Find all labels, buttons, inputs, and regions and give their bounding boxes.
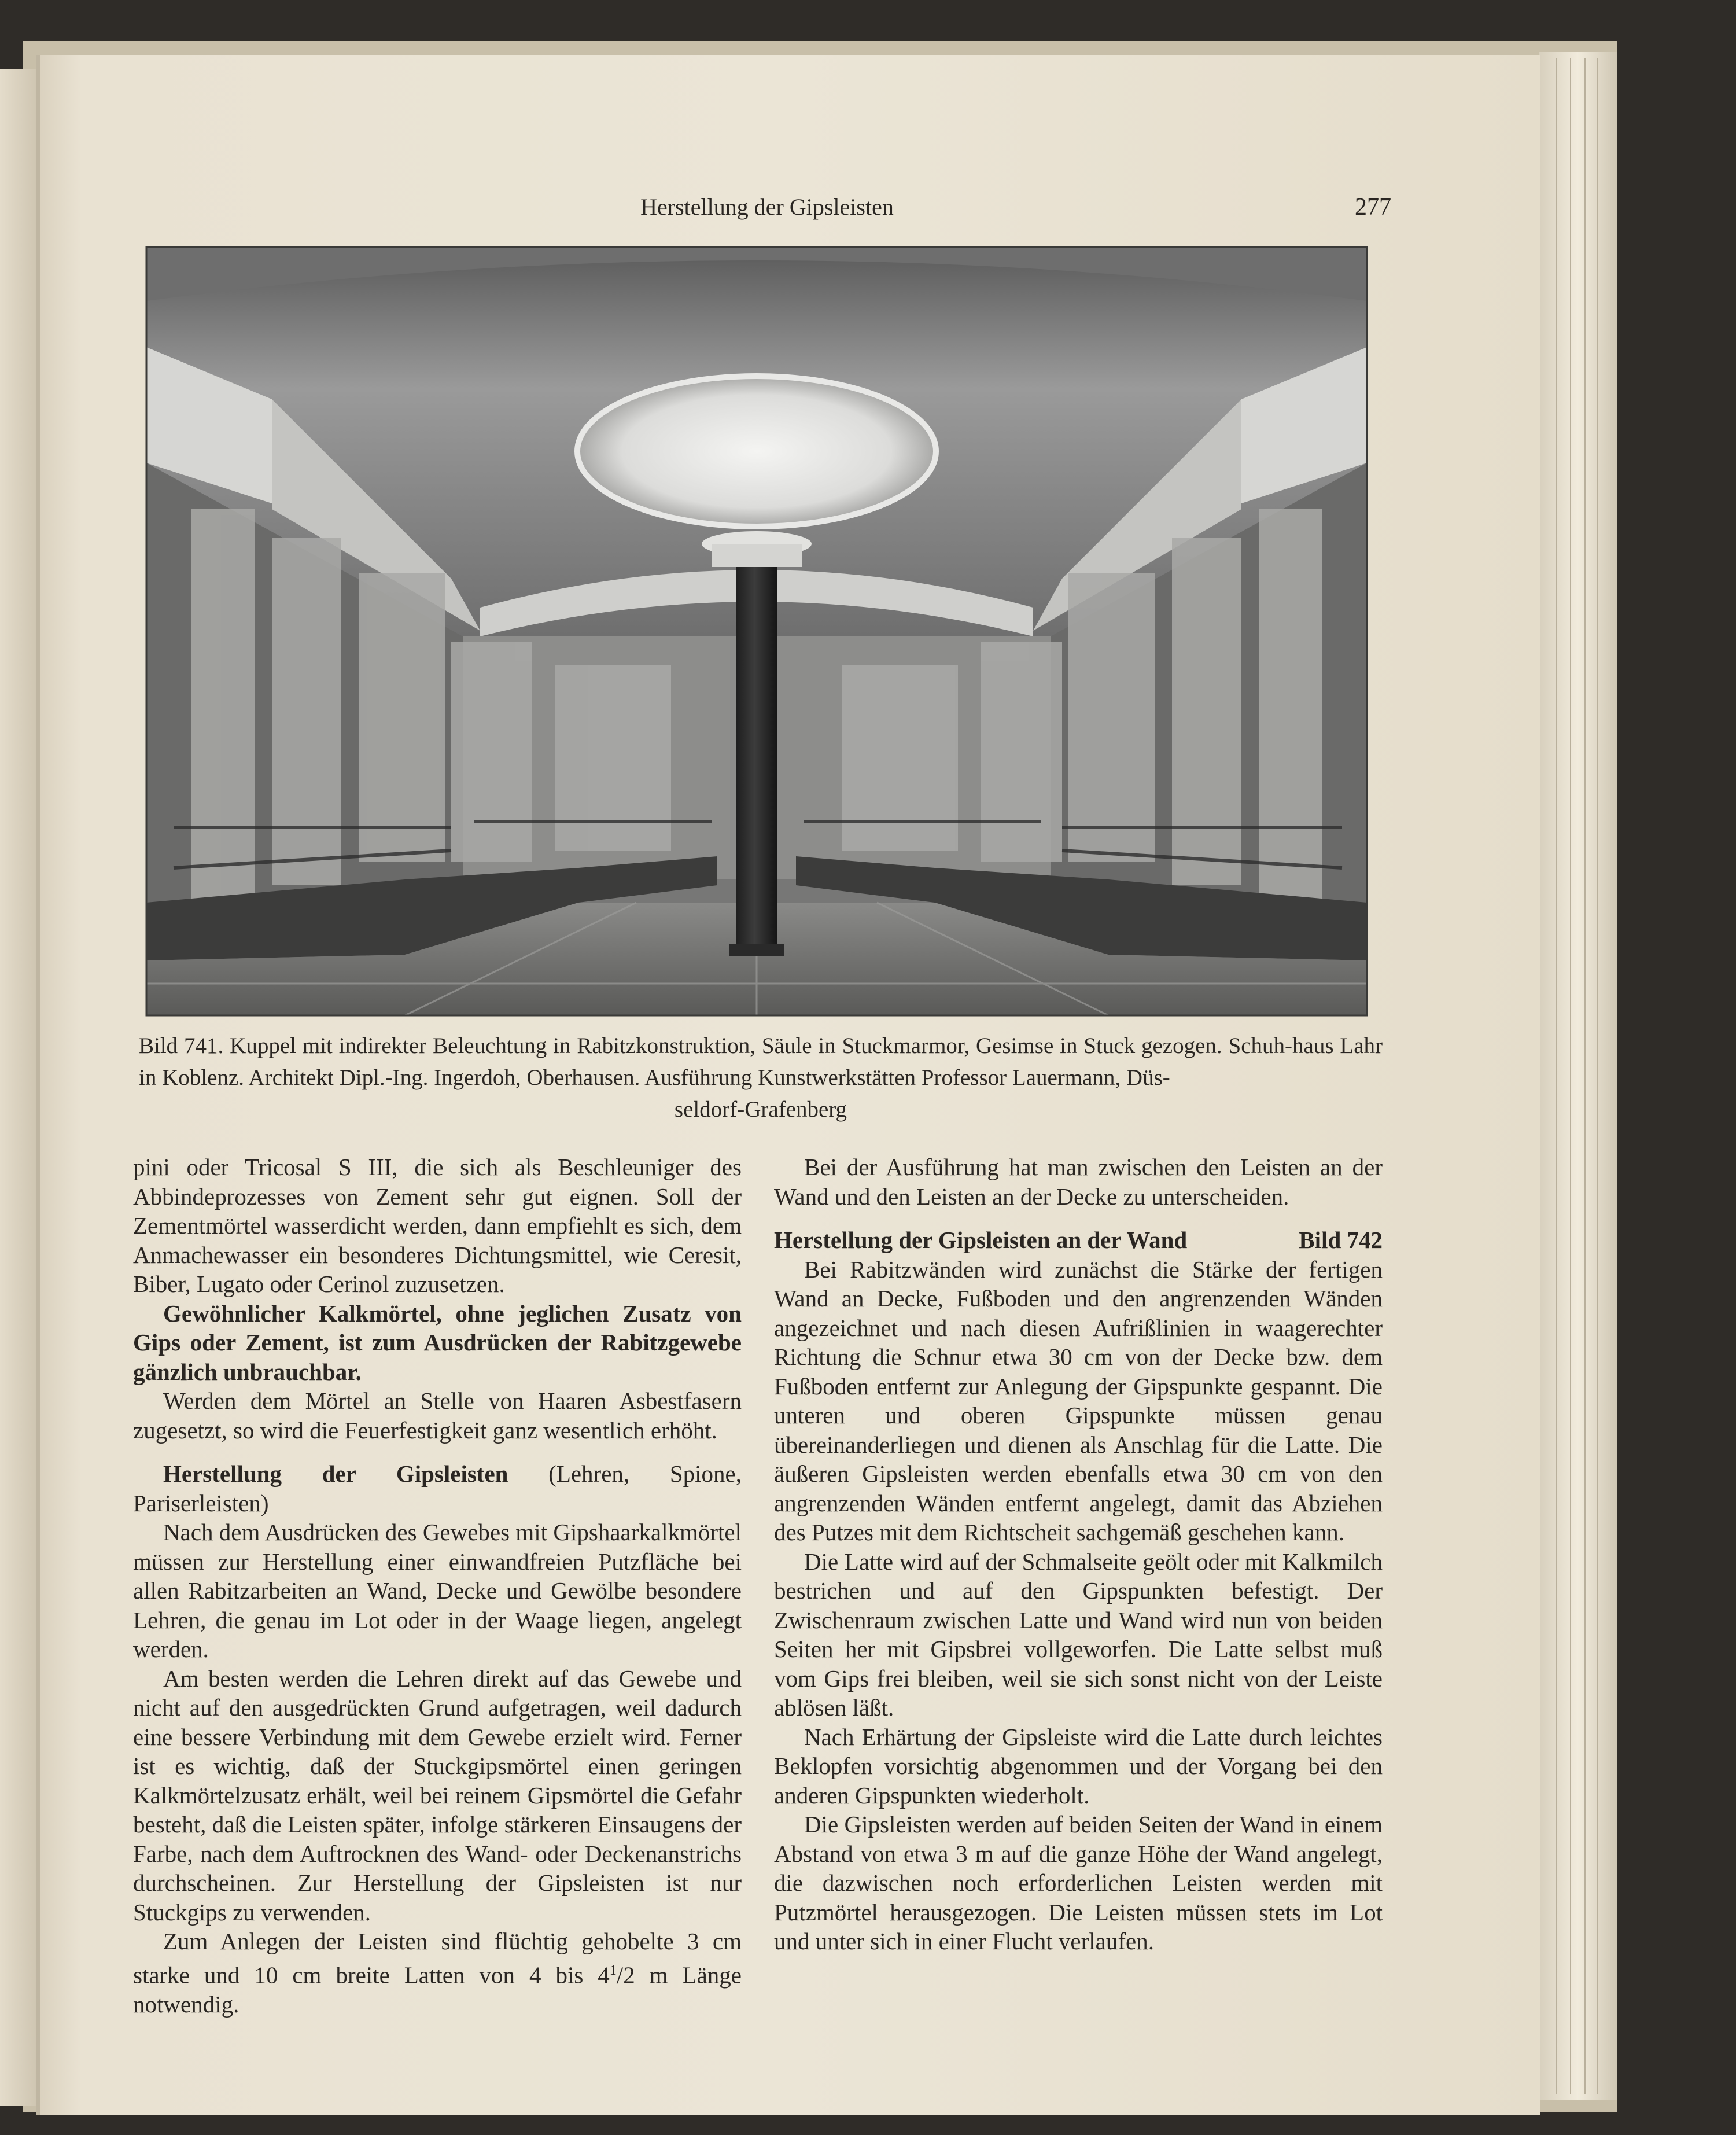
paragraph: Nach Erhärtung der Gipsleiste wird die Latte durch leichtes Beklopfen vorsichtig abgenommen und der Vorgang bei den anderen Gipspunkten wiederholt.	[774, 1723, 1383, 1809]
section-heading	[133, 1459, 742, 1518]
section-heading-bold: Herstellung der Gipsleisten	[163, 1460, 508, 1487]
caption-last-line: seldorf-Grafenberg	[674, 1097, 847, 1122]
paragraph: Werden dem Mörtel an Stelle von Haaren Asbestfasern zugesetzt, so wird die Feuerfestigkeit ganz wesentlich erhöht.	[133, 1387, 742, 1444]
shop-interior-photo	[146, 247, 1367, 1015]
paragraph: Die Latte wird auf der Schmalseite geölt oder mit Kalkmilch bestrichen und auf den Gipspunkten befestigt. Der Zwischenraum zwischen Latte und Wand wird nun von beiden Seiten her mit Gipsbrei vollgeworfen. Die Latte selbst muß vom Gips frei bleiben, weil sie sich sonst nicht von der Leiste ablösen läßt.	[774, 1548, 1383, 1721]
section-heading	[774, 1225, 1383, 1255]
paragraph: Nach dem Ausdrücken des Gewebes mit Gipshaarkalkmörtel müssen zur Herstellung einer einwandfreien Putzfläche bei allen Rabitzarbeiten an Wand, Decke und Gewölbe besondere Lehren, die genau im Lot oder in der Waage liegen, angelegt werden.	[133, 1519, 742, 1662]
running-title: Herstellung der Gipsleisten	[640, 194, 894, 220]
figure-reference: Bild 742	[1299, 1227, 1383, 1253]
page-number: 277	[1355, 194, 1391, 220]
section-heading-title: Herstellung der Gipsleisten an der Wand	[774, 1227, 1188, 1253]
paragraph: Die Gipsleisten werden auf beiden Seiten der Wand in einem Abstand von etwa 3 m auf die ganze Höhe der Wand angelegt, die dazwischen noch erforderlichen Leisten werden mit Putzmörtel herausgezogen. Die Leisten müssen stets im Lot und unter sich in einer Flucht verlaufen.	[774, 1811, 1383, 1954]
paragraph: pini oder Tricosal S III, die sich als Beschleuniger des Abbindeprozesses von Zement sehr gut eignen. Soll der Zementmörtel wasserdicht werden, dann empfiehlt es sich, dem Anmachewasser ein besonderes Dichtungsmittel, wie Ceresit, Biber, Lugato oder Cerinol zuzusetzen.	[133, 1154, 742, 1297]
section-heading-rest: (Lehren, Spione, Pariserleisten)	[133, 1460, 742, 1516]
paragraph: Bei der Ausführung hat man zwischen den Leisten an der Wand und den Leisten an der Decke zu unterscheiden.	[774, 1154, 1383, 1210]
paragraph	[133, 1927, 742, 2019]
paragraph-text: Zum Anlegen der Leisten sind flüchtig gehobelte 3 cm starke und 10 cm breite Latten von 4 bis 4	[133, 1928, 742, 1989]
paragraph-text: /2 m Länge notwendig.	[133, 1961, 742, 2018]
left-text-column	[133, 1153, 742, 2019]
figure-caption	[139, 1030, 1383, 1125]
bold-paragraph: Gewöhnlicher Kalkmörtel, ohne jeglichen Zusatz von Gips oder Zement, ist zum Ausdrücken der Rabitzgewebe gänzlich unbrauchbar.	[133, 1300, 742, 1385]
fraction-numerator: 1	[609, 1963, 617, 1978]
paragraph: Bei Rabitzwänden wird zunächst die Stärke der fertigen Wand an Decke, Fußboden und den angrenzenden Wänden angezeichnet und nach diesen Aufrißlinien in waagerechter Richtung die Schnur etwa 30 cm von der Decke bzw. dem Fußboden entfernt zur Anlegung der Gipspunkte gespannt. Die unteren und oberen Gipspunkte müssen genau übereinanderliegen und dienen als Anschlag für die Latte. Die äußeren Gipsleisten werden ebenfalls etwa 30 cm von den angrenzenden Wänden entfernt angelegt, damit das Abziehen des Putzes mit dem Richtscheit sachgemäß geschehen kann.	[774, 1256, 1383, 1545]
paragraph: Am besten werden die Lehren direkt auf das Gewebe und nicht auf den ausgedrückten Grund aufgetragen, weil dadurch eine bessere Verbindung mit dem Gewebe erzielt wird. Ferner ist es wichtig, daß der Stuckgipsmörtel einen geringen Kalkmörtelzusatz erhält, weil bei reinem Gipsmörtel die Gefahr besteht, daß die Leisten später, infolge stärkeren Einsaugens der Farbe, nach dem Auftrocknen des Wand- oder Deckenanstrichs durchscheinen. Zur Herstellung der Gipsleisten ist nur Stuckgips zu verwenden.	[133, 1665, 742, 1926]
right-text-column	[774, 1153, 1383, 1956]
caption-line: Bild 741. Kuppel mit indirekter Beleuchtung in Rabitzkonstruktion, Säule in Stuckmarmor, Gesimse in Stuck gezogen. Schuh-haus Lahr in Koblenz. Architekt Dipl.-Ing. Ingerdoh, Oberhausen. Ausführung Kunstwerkstätten Professor Lauermann, Düs-	[139, 1033, 1383, 1090]
